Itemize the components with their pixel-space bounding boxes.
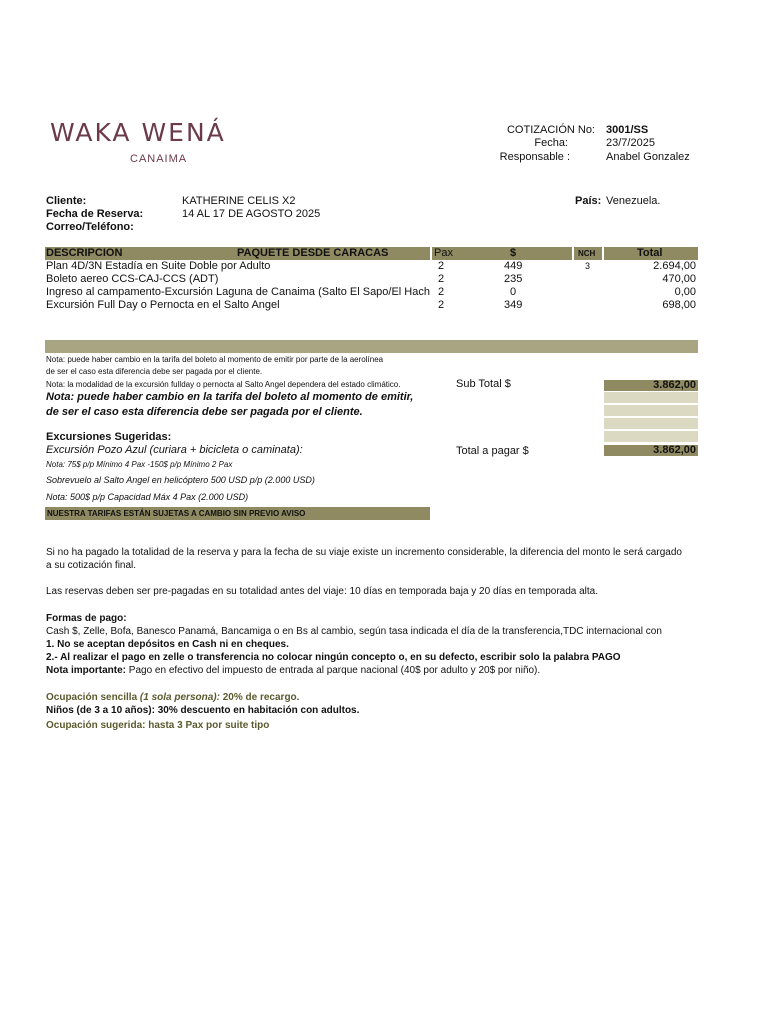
subtotal-label: Sub Total $ bbox=[456, 378, 511, 390]
header-precio: $ bbox=[510, 247, 517, 259]
responsable-value: Anabel Gonzalez bbox=[606, 151, 690, 163]
logo-subtitle: CANAIMA bbox=[130, 153, 188, 165]
ninos-descuento: Niños (de 3 a 10 años): 30% descuento en habitación con adultos. bbox=[46, 705, 360, 716]
fecha-value: 23/7/2025 bbox=[606, 137, 655, 149]
row-pax: 2 bbox=[438, 286, 445, 298]
ocupacion-sencilla-recargo: 20% de recargo. bbox=[219, 692, 300, 703]
note-line: de ser el caso esta diferencia debe ser pagada por el cliente. bbox=[46, 367, 263, 376]
empty-cell bbox=[604, 392, 698, 403]
cliente-label: Cliente: bbox=[46, 195, 87, 207]
excursion-note: Nota: 75$ p/p Mínimo 4 Pax -150$ p/p Mínimo 2 Pax bbox=[46, 460, 233, 469]
column-divider bbox=[572, 247, 574, 260]
responsable-label: Responsable : bbox=[499, 151, 570, 163]
cliente-value: KATHERINE CELIS X2 bbox=[182, 195, 296, 207]
column-divider bbox=[602, 247, 604, 260]
column-divider bbox=[430, 247, 432, 260]
header-descripcion: DESCRIPCION bbox=[46, 247, 123, 259]
terms-paragraph: Si no ha pagado la totalidad de la reserva y para la fecha de su viaje existe un incremento considerable, la diferencia del monto le será cargado bbox=[46, 547, 682, 558]
ocupacion-sencilla-detail: (1 sola persona): bbox=[139, 692, 220, 703]
row-total: 470,00 bbox=[662, 273, 696, 285]
note-line: Nota: la modalidad de la excursión fullday o pernocta al Salto Angel dependera del estado climático. bbox=[46, 380, 401, 389]
row-pax: 2 bbox=[438, 260, 445, 272]
empty-cell bbox=[604, 431, 698, 442]
excursion-item: Excursión Pozo Azul (curiara + bicicleta o caminata): bbox=[46, 444, 303, 456]
correo-label: Correo/Teléfono: bbox=[46, 221, 134, 233]
fecha-reserva-value: 14 AL 17 DE AGOSTO 2025 bbox=[182, 208, 321, 220]
cotizacion-value: 3001/SS bbox=[606, 124, 649, 136]
header-nch: NCH bbox=[578, 249, 596, 258]
excursion-item: Sobrevuelo al Salto Angel en helicóptero 500 USD p/p (2.000 USD) bbox=[46, 475, 315, 485]
row-total: 2.694,00 bbox=[653, 260, 696, 272]
row-desc: Boleto aereo CCS-CAJ-CCS (ADT) bbox=[46, 273, 219, 285]
tariff-banner-text: NUESTRA TARIFAS ESTÁN SUJETAS A CAMBIO SIN PREVIO AVISO bbox=[47, 509, 306, 518]
row-desc: Ingreso al campamento-Excursión Laguna de Canaima (Salto El Sapo/El Hach bbox=[46, 286, 430, 298]
formas-pago-rule: 1. No se aceptan depósitos en Cash ni en cheques. bbox=[46, 639, 289, 650]
header-total: Total bbox=[637, 247, 663, 259]
row-pax: 2 bbox=[438, 273, 445, 285]
pais-value: Venezuela. bbox=[606, 195, 661, 207]
total-value: 3.862,00 bbox=[604, 445, 698, 456]
row-precio: 449 bbox=[504, 260, 523, 272]
row-precio: 0 bbox=[510, 286, 517, 298]
fecha-label: Fecha: bbox=[534, 137, 568, 149]
excursion-note: Nota: 500$ p/p Capacidad Máx 4 Pax (2.000 USD) bbox=[46, 492, 249, 502]
formas-pago-rule: 2.- Al realizar el pago en zelle o transferencia no colocar ningún concepto o, en su defecto, escribir solo la palabra PAGO bbox=[46, 652, 621, 663]
empty-cell bbox=[604, 405, 698, 416]
company-logo bbox=[50, 118, 280, 170]
logo-name: WAKA WENÁ bbox=[50, 118, 226, 147]
formas-pago-title: Formas de pago: bbox=[46, 613, 127, 624]
tariff-banner bbox=[45, 507, 430, 520]
row-pax: 2 bbox=[438, 299, 445, 311]
fecha-reserva-label: Fecha de Reserva: bbox=[46, 208, 144, 220]
ocupacion-sugerida: Ocupación sugerida: hasta 3 Pax por suite tipo bbox=[46, 720, 270, 731]
header-pax: Pax bbox=[434, 247, 453, 259]
row-total: 0,00 bbox=[674, 286, 696, 298]
section-divider-bar bbox=[45, 340, 698, 353]
empty-cell bbox=[604, 418, 698, 429]
row-precio: 235 bbox=[504, 273, 523, 285]
terms-paragraph: a su cotización final. bbox=[46, 560, 137, 571]
row-desc: Excursión Full Day o Pernocta en el Salto Angel bbox=[46, 299, 280, 311]
row-desc: Plan 4D/3N Estadía en Suite Doble por Adulto bbox=[46, 260, 271, 272]
excursiones-title: Excursiones Sugeridas: bbox=[46, 431, 172, 443]
nota-importante bbox=[46, 664, 540, 677]
nota-importante-label: Nota importante: bbox=[46, 665, 126, 676]
pais-label: País: bbox=[575, 195, 602, 207]
row-precio: 349 bbox=[504, 299, 523, 311]
row-total: 698,00 bbox=[662, 299, 696, 311]
terms-paragraph: Las reservas deben ser pre-pagadas en su totalidad antes del viaje: 10 días en temporada baja y 20 días en temporada alta. bbox=[46, 586, 599, 597]
note-bold: de ser el caso esta diferencia debe ser pagada por el cliente. bbox=[46, 406, 363, 418]
note-line: Nota: puede haber cambio en la tarifa del boleto al momento de emitir por parte de la aerolínea bbox=[46, 355, 384, 364]
subtotal-value: 3.862,00 bbox=[604, 380, 698, 391]
row-nch: 3 bbox=[585, 261, 591, 271]
formas-pago-line: Cash $, Zelle, Bofa, Banesco Panamá, Bancamiga o en Bs al cambio, según tasa indicada el día de la transferencia,TDC internacional con bbox=[46, 626, 662, 637]
note-bold: Nota: puede haber cambio en la tarifa del boleto al momento de emitir, bbox=[46, 391, 414, 403]
total-label: Total a pagar $ bbox=[456, 445, 529, 457]
cotizacion-label: COTIZACIÓN No: bbox=[506, 124, 595, 136]
ocupacion-sencilla-label: Ocupación sencilla bbox=[46, 692, 140, 703]
header-paquete: PAQUETE DESDE CARACAS bbox=[237, 247, 389, 259]
ocupacion-sencilla bbox=[46, 691, 299, 704]
nota-importante-text: Pago en efectivo del impuesto de entrada al parque nacional (40$ por adulto y 20$ por niño). bbox=[126, 665, 541, 676]
table-header bbox=[45, 247, 698, 260]
